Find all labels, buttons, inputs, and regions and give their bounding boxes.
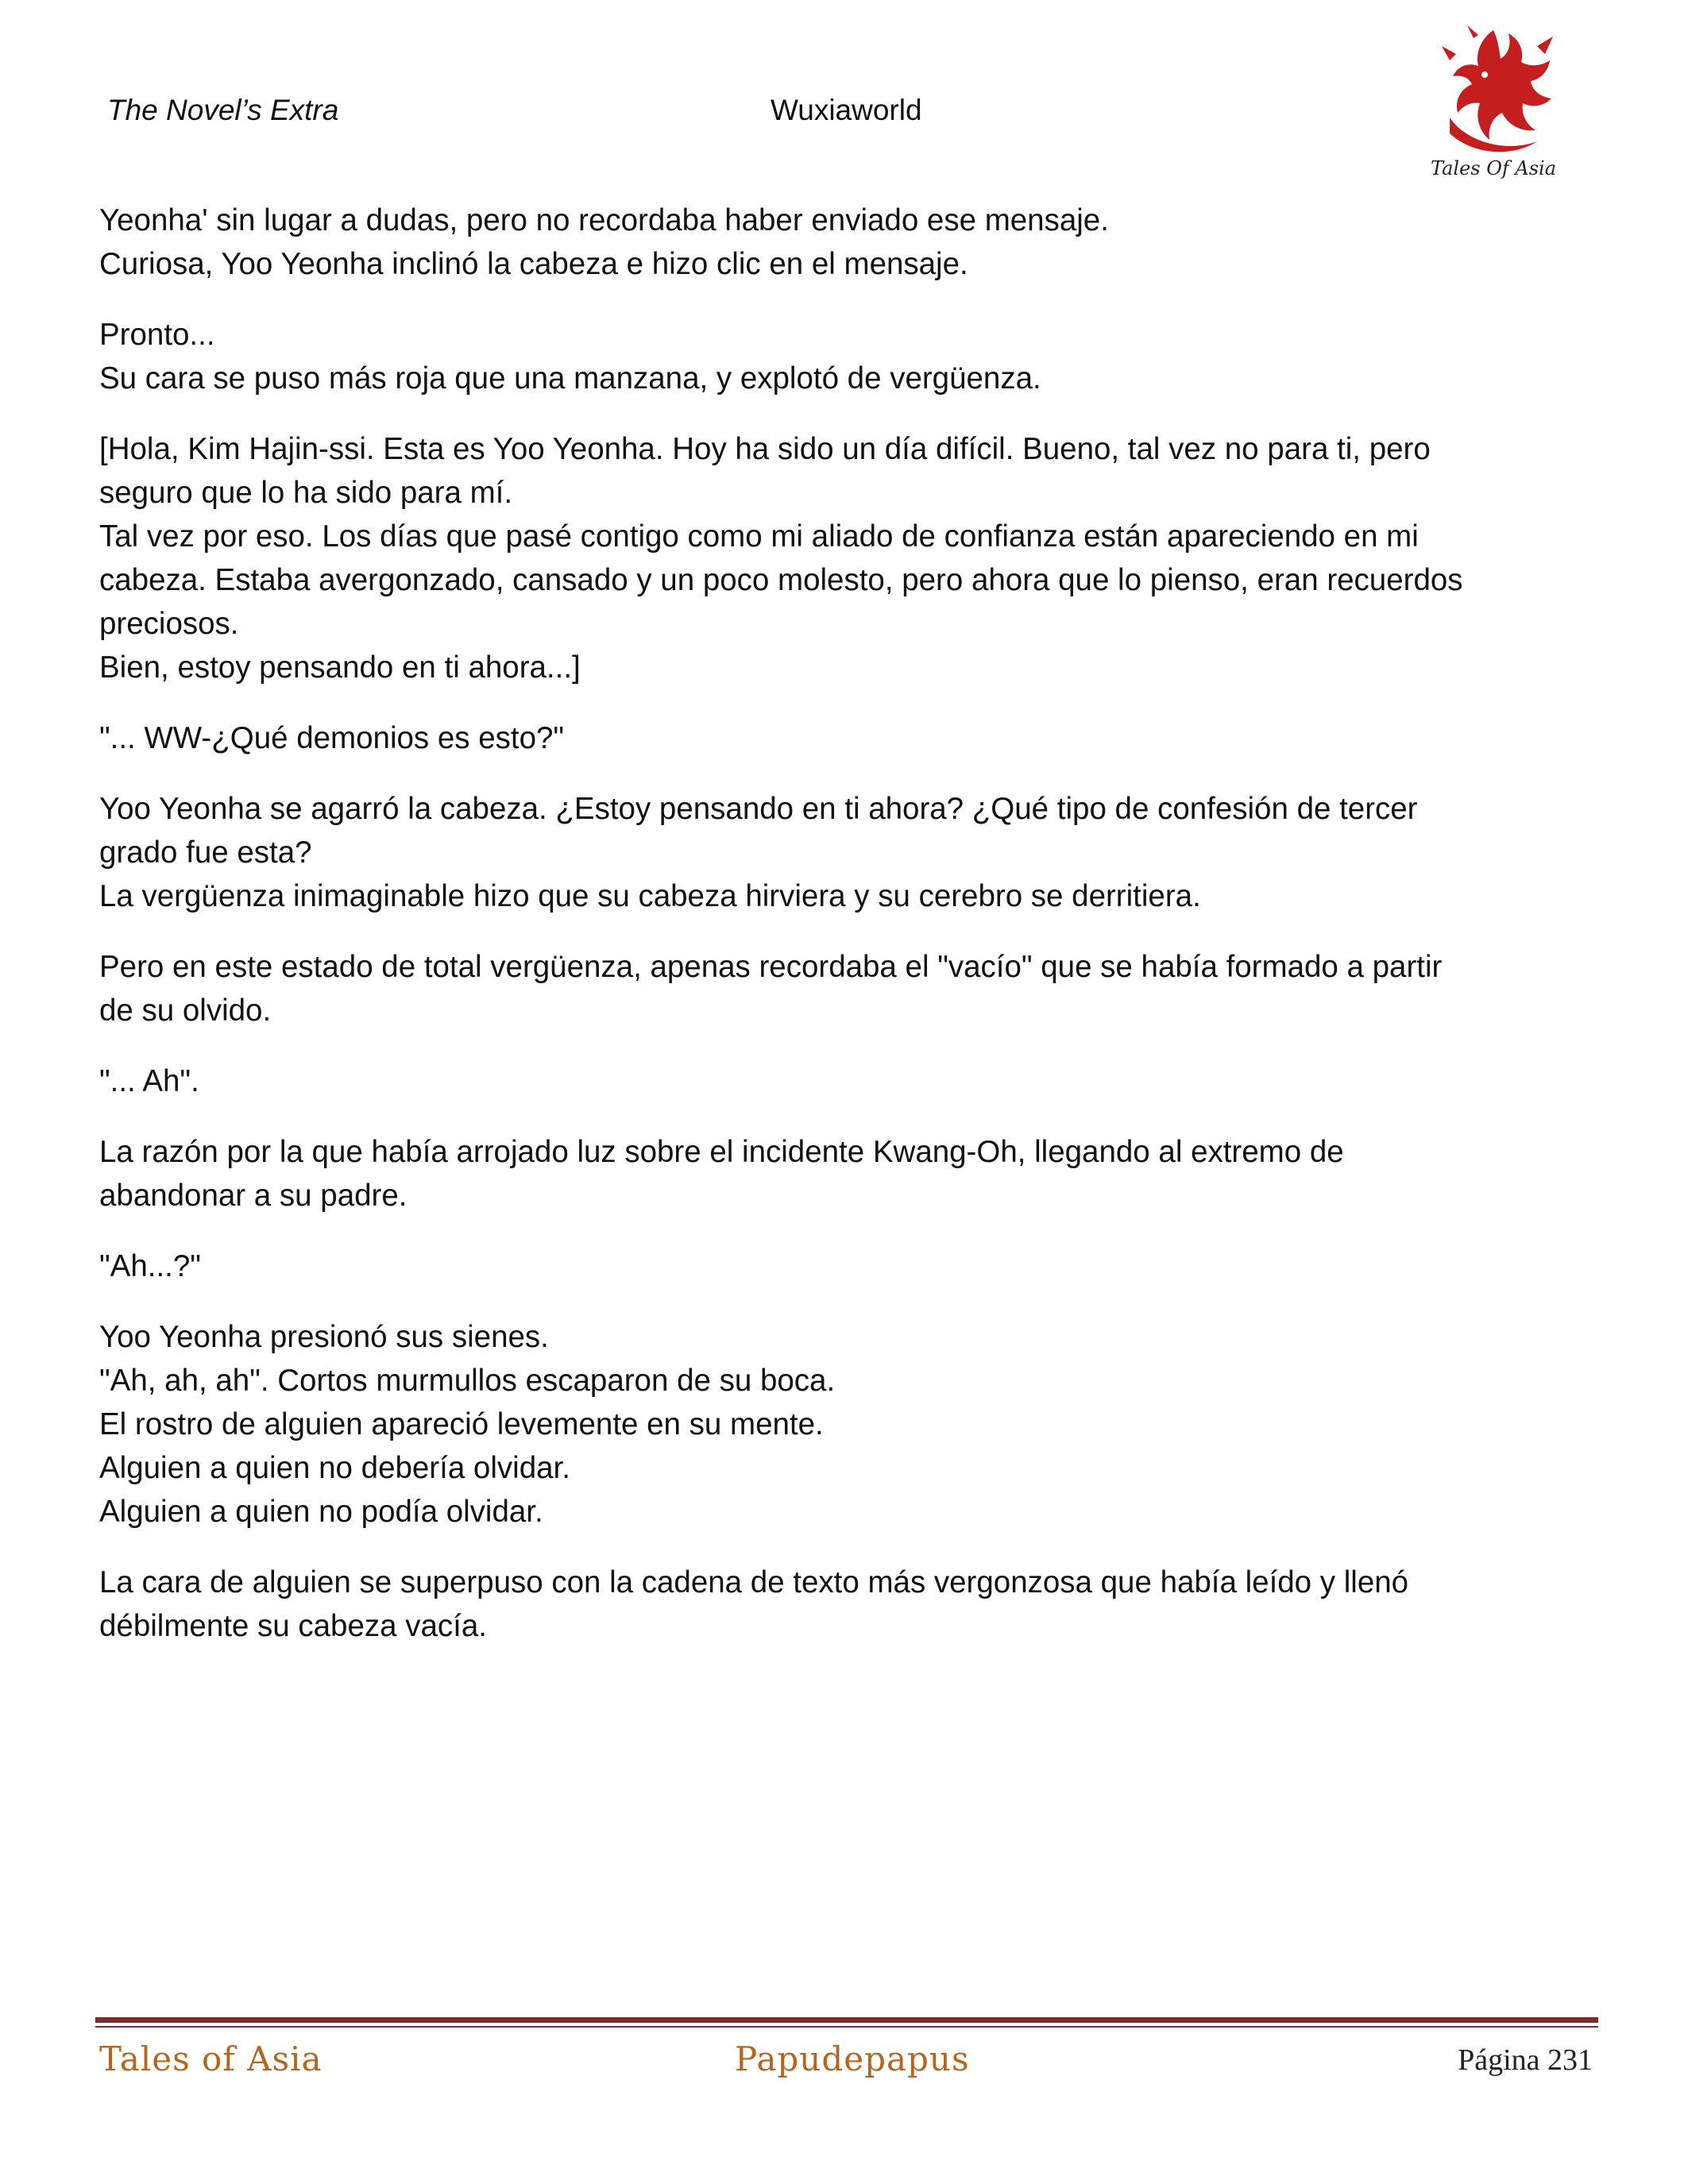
text-line: La vergüenza inimaginable hizo que su cabeza hirviera y su cerebro se derritiera. <box>99 879 1201 913</box>
text-line: La cara de alguien se superpuso con la cadena de texto más vergonzosa que había leído y llenó <box>99 1565 1409 1599</box>
text-line: [Hola, Kim Hajin-ssi. Esta es Yoo Yeonha. Hoy ha sido un día difícil. Bueno, tal vez no para ti, pero <box>99 432 1431 466</box>
paragraph-9 <box>99 1244 1593 1288</box>
paragraph-6 <box>99 945 1593 1032</box>
paragraph-11 <box>99 1561 1593 1648</box>
text-line: Alguien a quien no debería olvidar. <box>99 1451 570 1485</box>
footer-divider-thick <box>95 2017 1598 2023</box>
text-line: Su cara se puso más roja que una manzana, y explotó de vergüenza. <box>99 361 1041 396</box>
text-line: "Ah, ah, ah". Cortos murmullos escaparon de su boca. <box>99 1364 836 1398</box>
logo-text: Tales Of Asia <box>1430 157 1557 179</box>
text-line: Yoo Yeonha presionó sus sienes. <box>99 1320 549 1354</box>
paragraph-3 <box>99 427 1593 689</box>
red-dragon-icon <box>1426 22 1561 169</box>
text-line: Tal vez por eso. Los días que pasé contigo como mi aliado de confianza están apareciendo en mi <box>99 519 1419 554</box>
text-line: Pero en este estado de total vergüenza, apenas recordaba el "vacío" que se había formado a partir <box>99 950 1443 984</box>
text-line: "Ah...?" <box>99 1249 201 1283</box>
text-line: Pronto... <box>99 318 215 352</box>
paragraph-1 <box>99 199 1593 286</box>
text-line: El rostro de alguien apareció levemente en su mente. <box>99 1407 824 1441</box>
paragraph-7 <box>99 1059 1593 1103</box>
footer-translator: Papudepapus <box>735 2039 970 2078</box>
paragraph-8 <box>99 1130 1593 1217</box>
text-line: seguro que lo ha sido para mí. <box>99 476 513 510</box>
text-line: Bien, estoy pensando en ti ahora...] <box>99 650 581 685</box>
book-title: The Novel’s Extra <box>107 94 339 126</box>
text-line: débilmente su cabeza vacía. <box>99 1609 487 1643</box>
text-line: de su olvido. <box>99 994 272 1028</box>
source-name: Wuxiaworld <box>771 94 922 126</box>
text-line: "... WW-¿Qué demonios es esto?" <box>99 721 565 755</box>
page-number: Página 231 <box>1458 2043 1593 2077</box>
text-line: cabeza. Estaba avergonzado, cansado y un poco molesto, pero ahora que lo pienso, eran recuerdos <box>99 563 1463 597</box>
paragraph-4 <box>99 716 1593 760</box>
text-line: Curiosa, Yoo Yeonha inclinó la cabeza e hizo clic en el mensaje. <box>99 247 968 281</box>
paragraph-2 <box>99 313 1593 400</box>
text-line: Yeonha' sin lugar a dudas, pero no recordaba haber enviado ese mensaje. <box>99 203 1109 237</box>
footer-divider-thin <box>95 2026 1598 2028</box>
text-line: abandonar a su padre. <box>99 1179 408 1213</box>
tales-of-asia-logo <box>1426 22 1561 193</box>
text-line: preciosos. <box>99 607 239 641</box>
text-line: Alguien a quien no podía olvidar. <box>99 1495 543 1529</box>
text-line: grado fue esta? <box>99 835 312 870</box>
text-line: La razón por la que había arrojado luz sobre el incidente Kwang-Oh, llegando al extremo de <box>99 1135 1344 1169</box>
footer-divider <box>95 2017 1598 2028</box>
text-line: Yoo Yeonha se agarró la cabeza. ¿Estoy pensando en ti ahora? ¿Qué tipo de confesión de tercer <box>99 792 1418 826</box>
paragraph-10 <box>99 1315 1593 1534</box>
footer-site-name: Tales of Asia <box>99 2039 323 2078</box>
chapter-body <box>99 199 1593 1675</box>
paragraph-5 <box>99 787 1593 918</box>
text-line: "... Ah". <box>99 1064 199 1098</box>
